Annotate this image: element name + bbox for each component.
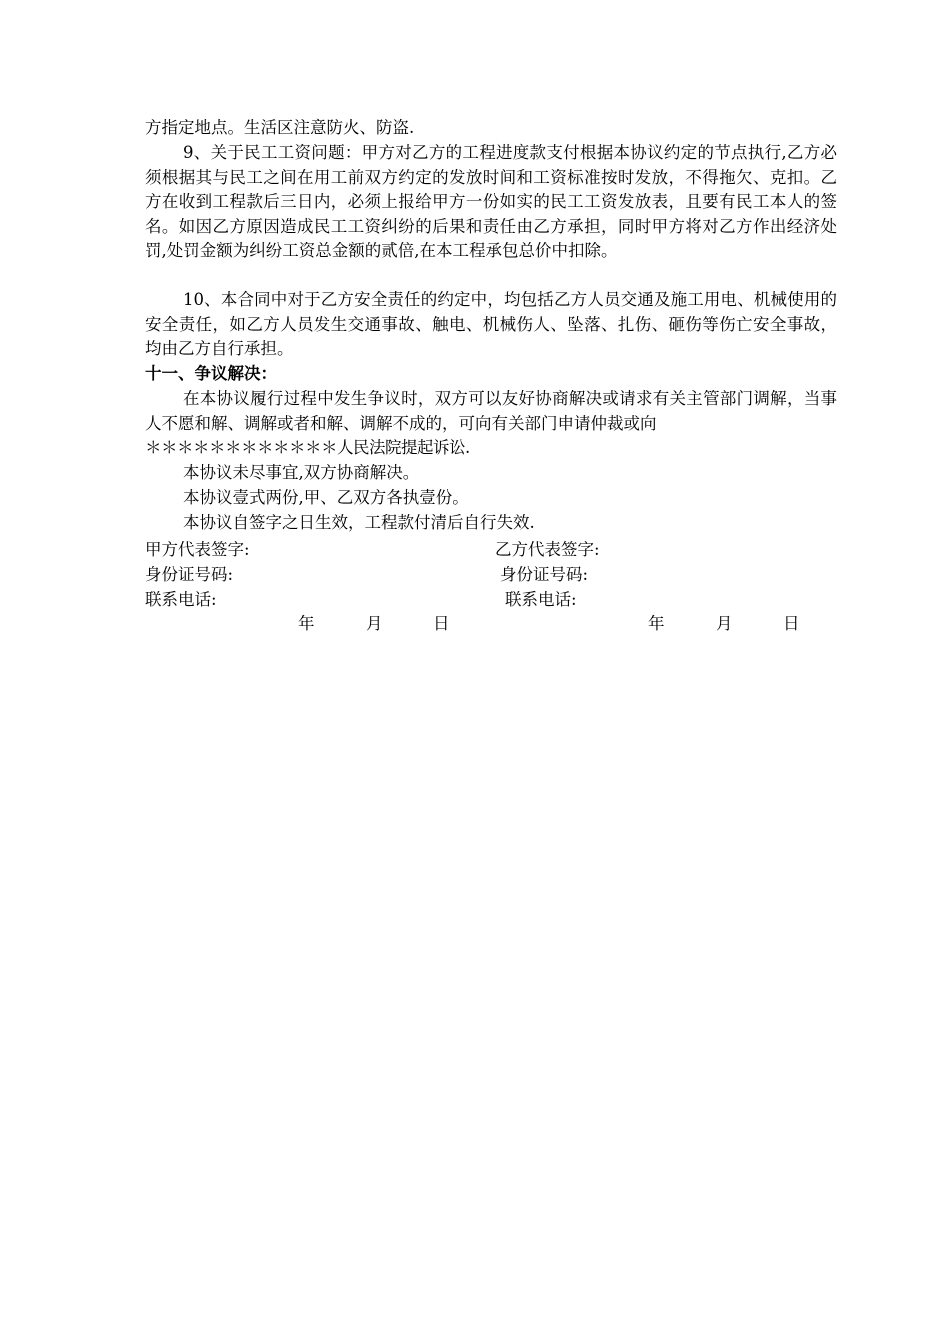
intro-fragment: 方指定地点。生活区注意防火、防盗. <box>145 118 415 137</box>
note-3: 本协议自签字之日生效，工程款付清后自行失效. <box>183 513 535 532</box>
party-b-date-day: 日 <box>783 614 800 633</box>
party-a-date-day: 日 <box>433 614 450 633</box>
dispute-paragraph: 在本协议履行过程中发生争议时，双方可以友好协商解决或请求有关主管部门调解，当事人不愿和解、调解或者和解、调解不成的，可向有关部门申请仲裁或向 <box>145 389 837 433</box>
party-a-date-month: 月 <box>366 614 383 633</box>
clause-9-paragraph: 9、关于民工工资问题：甲方对乙方的工程进度款支付根据本协议约定的节点执行,乙方必须根据其与民工之间在用工前双方约定的发放时间和工资标准按时发放，不得拖欠、克扣。乙方在收到工程款后三日内，必须上报给甲方一份如实的民工工资发放表，且要有民工本人的签名。如因乙方原因造成民工工资纠纷的后果和责任由乙方承担，同时甲方将对乙方作出经济处罚,处罚金额为纠纷工资总金额的贰倍,在本工程承包总价中扣除。 <box>145 143 837 260</box>
dispute-tail-line: ＊＊＊＊＊＊＊＊＊＊＊＊人民法院提起诉讼. <box>145 438 470 457</box>
party-a-date-year: 年 <box>298 614 315 633</box>
note-1: 本协议未尽事宜,双方协商解决。 <box>183 463 420 482</box>
party-b-rep-label: 乙方代表签字: <box>495 540 600 559</box>
party-a-rep-label: 甲方代表签字: <box>145 540 250 559</box>
section-11-heading: 十一、争议解决： <box>145 364 277 383</box>
clause-10-paragraph: 10、本合同中对于乙方安全责任的约定中，均包括乙方人员交通及施工用电、机械使用的安全责任，如乙方人员发生交通事故、触电、机械伤人、坠落、扎伤、砸伤等伤亡安全事故，均由乙方自行承担。 <box>145 290 837 358</box>
party-b-id-label: 身份证号码: <box>500 565 589 584</box>
party-b-date-month: 月 <box>716 614 733 633</box>
party-b-phone-label: 联系电话: <box>505 590 577 609</box>
party-a-phone-label: 联系电话: <box>145 590 217 609</box>
party-b-date-year: 年 <box>648 614 665 633</box>
party-a-id-label: 身份证号码: <box>145 565 234 584</box>
note-2: 本协议壹式两份,甲、乙双方各执壹份。 <box>183 488 469 507</box>
